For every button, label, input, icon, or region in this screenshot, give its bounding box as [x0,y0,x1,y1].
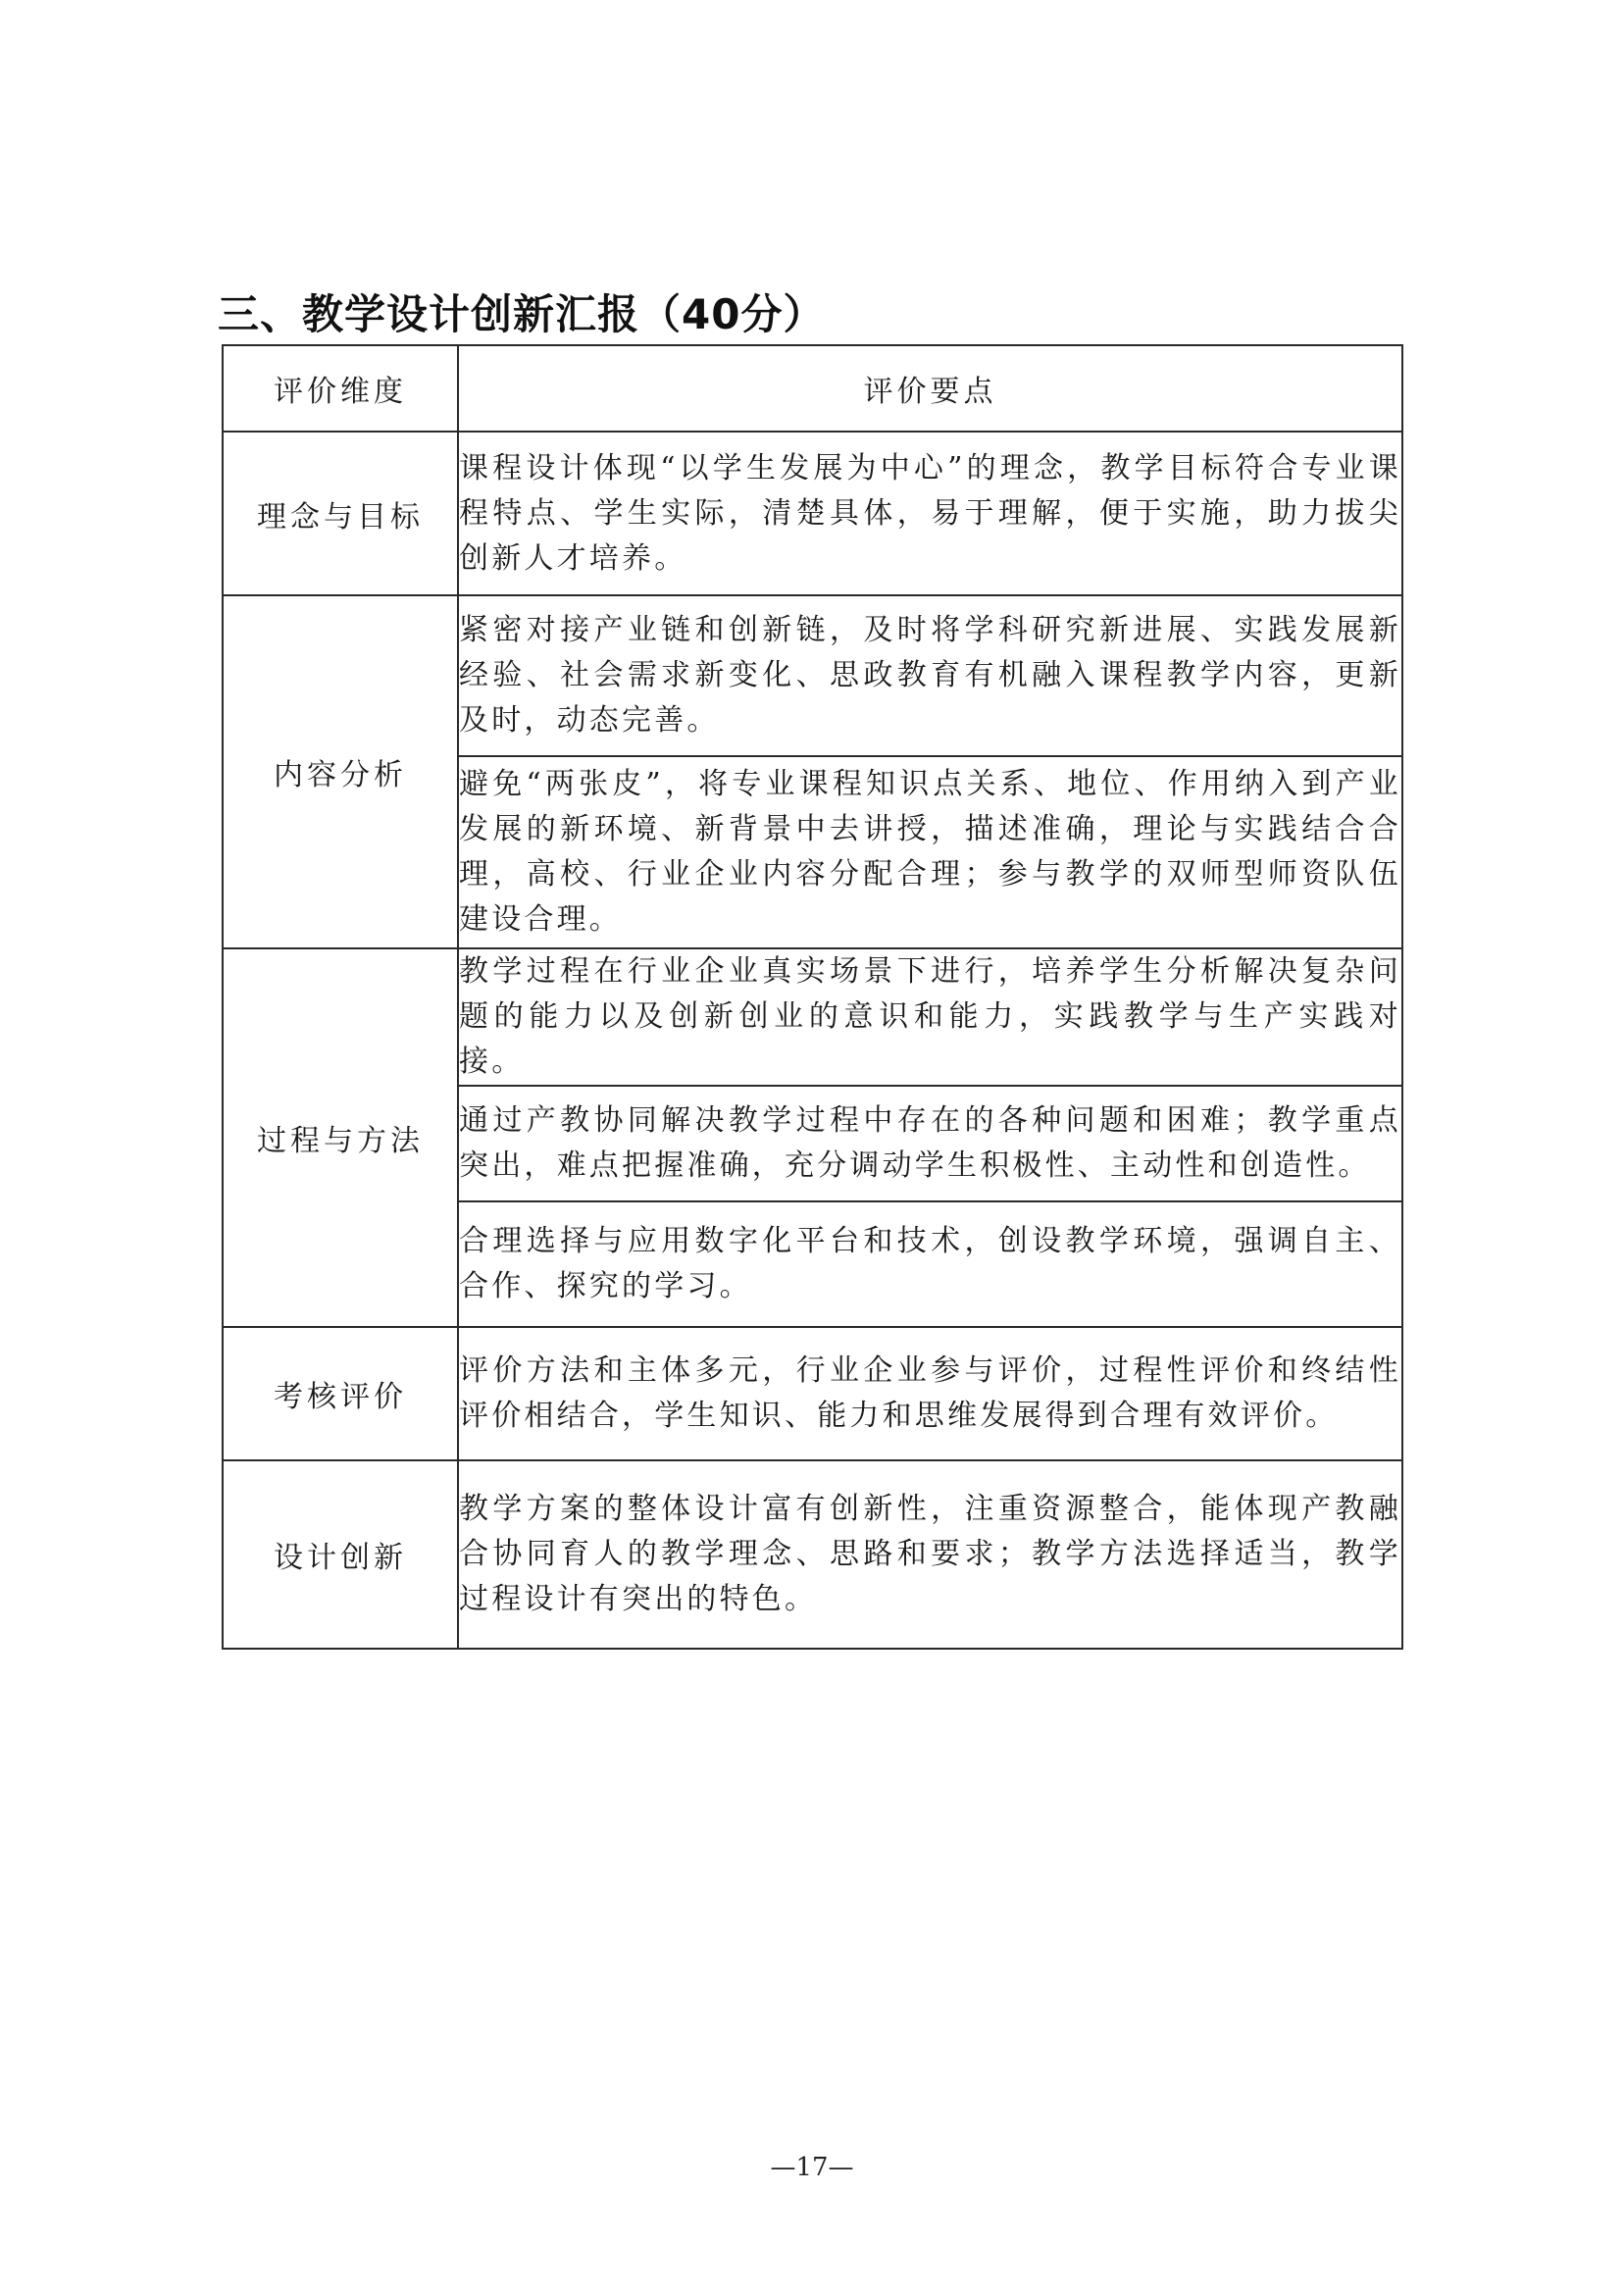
dimension-cell: 理念与目标 [223,432,458,595]
point-cell: 避免“两张皮”，将专业课程知识点关系、地位、作用纳入到产业发展的新环境、新背景中去讲授，描述准确，理论与实践结合合理，高校、行业企业内容分配合理；参与教学的双师型师资队伍建设合理。 [458,756,1402,948]
header-dimension: 评价维度 [223,345,458,432]
point-cell: 紧密对接产业链和创新链，及时将学科研究新进展、实践发展新经验、社会需求新变化、思政教育有机融入课程教学内容，更新及时，动态完善。 [458,595,1402,756]
section-heading: 三、教学设计创新汇报（40分） [218,290,826,338]
point-cell: 合理选择与应用数字化平台和技术，创设教学环境，强调自主、合作、探究的学习。 [458,1201,1402,1327]
table-row [223,432,1402,595]
table-header-row [223,345,1402,432]
dimension-cell: 考核评价 [223,1327,458,1460]
table-row [223,1460,1402,1649]
table-row [223,1327,1402,1460]
point-cell: 课程设计体现“以学生发展为中心”的理念，教学目标符合专业课程特点、学生实际，清楚具体，易于理解，便于实施，助力拔尖创新人才培养。 [458,432,1402,595]
dimension-cell: 设计创新 [223,1460,458,1649]
point-cell: 教学方案的整体设计富有创新性，注重资源整合，能体现产教融合协同育人的教学理念、思路和要求；教学方法选择适当，教学过程设计有突出的特色。 [458,1460,1402,1649]
header-points: 评价要点 [458,345,1402,432]
table-row [223,948,1402,1086]
dimension-cell: 过程与方法 [223,948,458,1327]
point-cell: 通过产教协同解决教学过程中存在的各种问题和困难；教学重点突出，难点把握准确，充分调动学生积极性、主动性和创造性。 [458,1086,1402,1201]
point-cell: 评价方法和主体多元，行业企业参与评价，过程性评价和终结性评价相结合，学生知识、能力和思维发展得到合理有效评价。 [458,1327,1402,1460]
page-number: —17— [770,2153,854,2182]
evaluation-table [222,344,1403,1650]
dimension-cell: 内容分析 [223,595,458,948]
table-row [223,595,1402,756]
point-cell: 教学过程在行业企业真实场景下进行，培养学生分析解决复杂问题的能力以及创新创业的意识和能力，实践教学与生产实践对接。 [458,948,1402,1086]
